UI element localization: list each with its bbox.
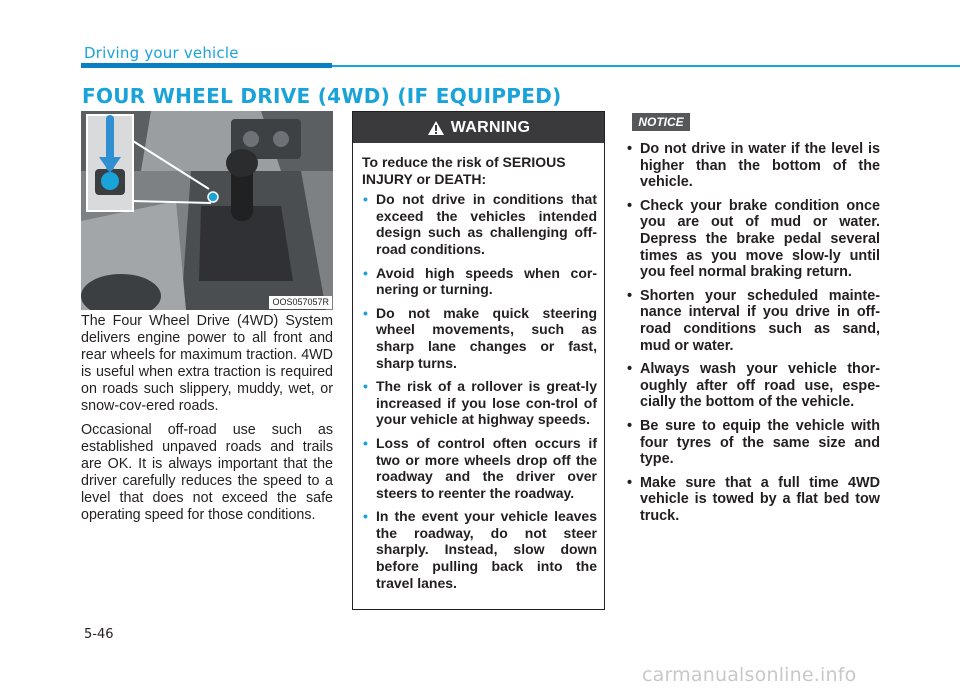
notice-list xyxy=(615,141,880,531)
body-paragraph: Occasional off-road use such as established unpaved roads and trails are OK. It is always important that the driver carefully reduces the speed to a level that does not exceed the safe operating speed for those conditions. xyxy=(81,422,333,523)
photo-caption: OOS057057R xyxy=(269,296,332,309)
notice-item: • Check your brake condition once you are out of mud or water. Depress the brake pedal several times as you move slow-ly until you feel normal braking return. xyxy=(615,198,880,281)
console-photo-illustration xyxy=(81,111,333,310)
notice-item: • Make sure that a full time 4WD vehicle is towed by a flat bed tow truck. xyxy=(615,475,880,525)
notice-item: • Be sure to equip the vehicle with four tyres of the same size and type. xyxy=(615,418,880,468)
notice-item: • Shorten your scheduled mainte-nance interval if you drive in off-road conditions such as sand, mud or water. xyxy=(615,288,880,354)
warning-item: • Do not make quick steering wheel movements, such as sharp lane changes or fast, sharp turns. xyxy=(362,305,597,371)
warning-item: • In the event your vehicle leaves the roadway, do not steer sharply. Instead, slow down before pulling back into the travel lanes. xyxy=(362,508,597,591)
warning-box xyxy=(352,111,605,610)
warning-item: • Do not drive in conditions that exceed the vehicles intended design such as challenging off-road conditions. xyxy=(362,191,597,257)
notice-badge: NOTICE xyxy=(632,113,690,131)
warning-header xyxy=(353,112,604,143)
warning-list xyxy=(362,191,597,591)
page-title: FOUR WHEEL DRIVE (4WD) (IF EQUIPPED) xyxy=(82,84,562,108)
header-rule-light xyxy=(332,65,960,67)
warning-item: • The risk of a rollover is great-ly increased if you lose con-trol of your vehicle at highway speeds. xyxy=(362,378,597,428)
warning-body xyxy=(353,143,604,591)
warning-label: WARNING xyxy=(450,118,531,136)
warning-item: • Loss of control often occurs if two or more wheels drop off the roadway and the driver over steers to reenter the roadway. xyxy=(362,435,597,501)
page-number: 5-46 xyxy=(84,627,114,642)
watermark: carmanualsonline.info xyxy=(642,664,857,686)
header-rule-dark xyxy=(81,63,332,68)
section-label: Driving your vehicle xyxy=(84,44,239,62)
body-paragraph: The Four Wheel Drive (4WD) System delivers engine power to all front and rear wheels for maximum traction. 4WD is useful when extra traction is required on roads such slippery, muddy, wet, or snow-cov-ered roads. xyxy=(81,313,333,414)
warning-triangle-icon xyxy=(427,120,445,136)
warning-intro: To reduce the risk of SERIOUS INJURY or DEATH: xyxy=(362,154,566,187)
notice-item: • Do not drive in water if the level is higher than the bottom of the vehicle. xyxy=(615,141,880,191)
warning-item: • Avoid high speeds when cor-nering or turning. xyxy=(362,265,597,298)
body-text xyxy=(81,313,333,531)
console-photo xyxy=(81,111,333,310)
notice-item: • Always wash your vehicle thor-oughly after off road use, espe-cially the bottom of the vehicle. xyxy=(615,361,880,411)
